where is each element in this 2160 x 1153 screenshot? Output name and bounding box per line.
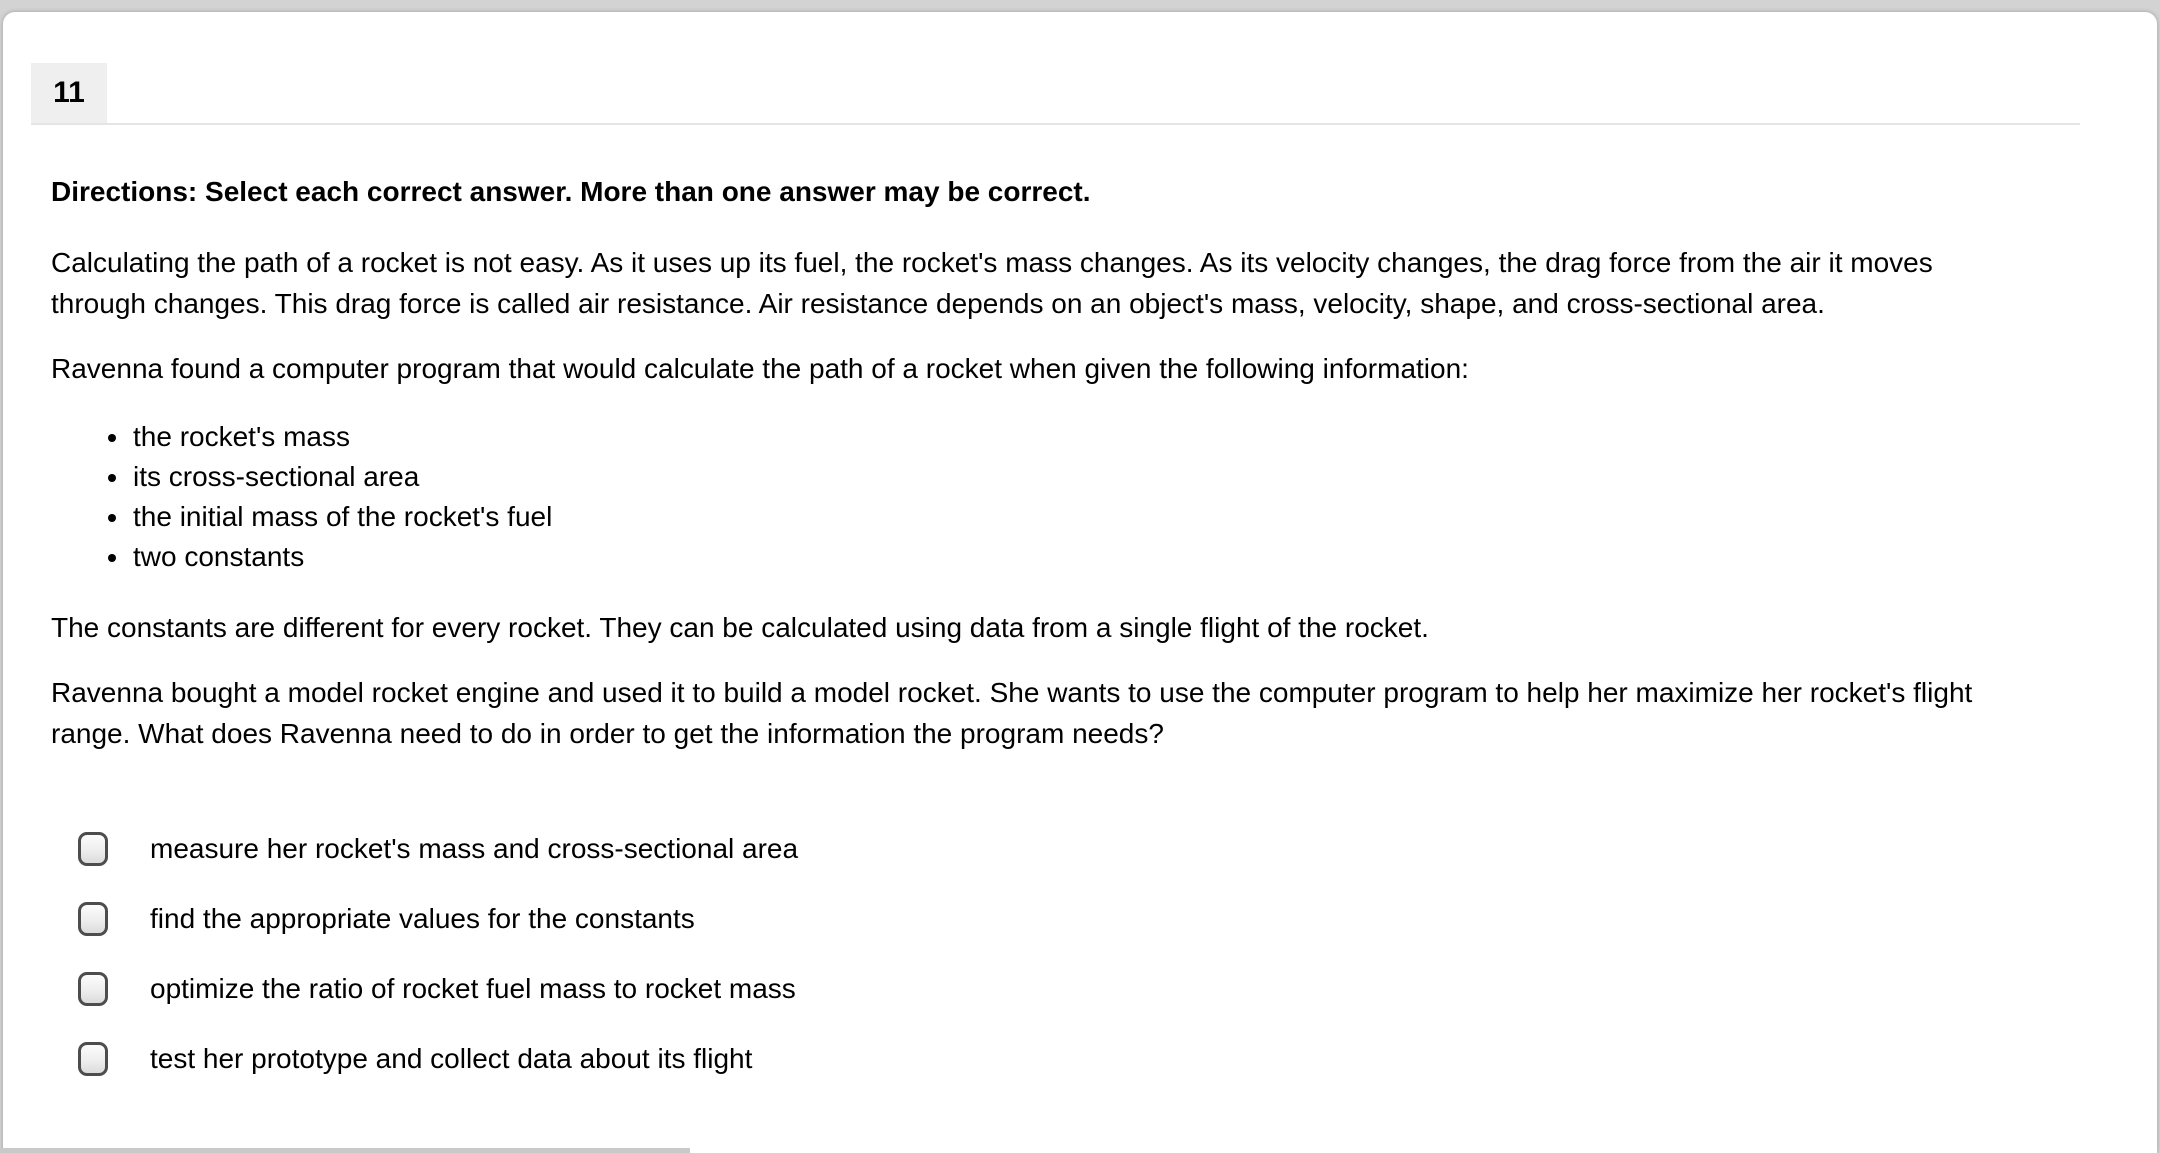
- list-item: • the initial mass of the rocket's fuel: [131, 497, 2017, 537]
- question-card: [3, 12, 2157, 1153]
- directions-text: Directions: Select each correct answer. More than one answer may be correct.: [51, 176, 1091, 207]
- answer-option-row[interactable]: [78, 902, 2017, 936]
- answer-option-row[interactable]: [78, 972, 2017, 1006]
- passage-paragraph-program: Ravenna found a computer program that would calculate the path of a rocket when given the following information:: [51, 353, 1469, 384]
- option-checkbox-1[interactable]: [78, 832, 108, 866]
- passage-paragraph-constants: The constants are different for every rocket. They can be calculated using data from a single flight of the rocket.: [51, 612, 1429, 643]
- option-label-2: find the appropriate values for the constants: [150, 903, 695, 934]
- option-checkbox-2[interactable]: [78, 902, 108, 936]
- option-checkbox-3[interactable]: [78, 972, 108, 1006]
- option-checkbox-4[interactable]: [78, 1042, 108, 1076]
- tab-question-11[interactable]: 11: [31, 63, 107, 123]
- answer-options: [51, 832, 2017, 1076]
- answer-option-row[interactable]: [78, 832, 2017, 866]
- passage-paragraph-intro: Calculating the path of a rocket is not easy. As it uses up its fuel, the rocket's mass changes. As its velocity changes, the drag force from the air it moves through changes. This drag force is called air resistance. Air resistance depends on an object's mass, velocity, shape, and cross-sectional area.: [51, 247, 1933, 319]
- list-item: • its cross-sectional area: [131, 457, 2017, 497]
- program-inputs-list: [51, 417, 2017, 577]
- answer-option-row[interactable]: [78, 1042, 2017, 1076]
- bottom-edge-divider: [0, 1148, 690, 1153]
- question-prompt: Ravenna bought a model rocket engine and used it to build a model rocket. She wants to use the computer program to help her maximize her rocket's flight range. What does Ravenna need to do in order to get the information the program needs?: [51, 677, 1973, 749]
- option-label-4: test her prototype and collect data about its flight: [150, 1043, 753, 1074]
- list-item: • two constants: [131, 537, 2017, 577]
- list-item: • the rocket's mass: [131, 417, 2017, 457]
- option-label-1: measure her rocket's mass and cross-sectional area: [150, 833, 799, 864]
- question-tab-bar: [31, 63, 2080, 125]
- question-content: [3, 171, 2157, 1076]
- option-label-3: optimize the ratio of rocket fuel mass to rocket mass: [150, 973, 796, 1004]
